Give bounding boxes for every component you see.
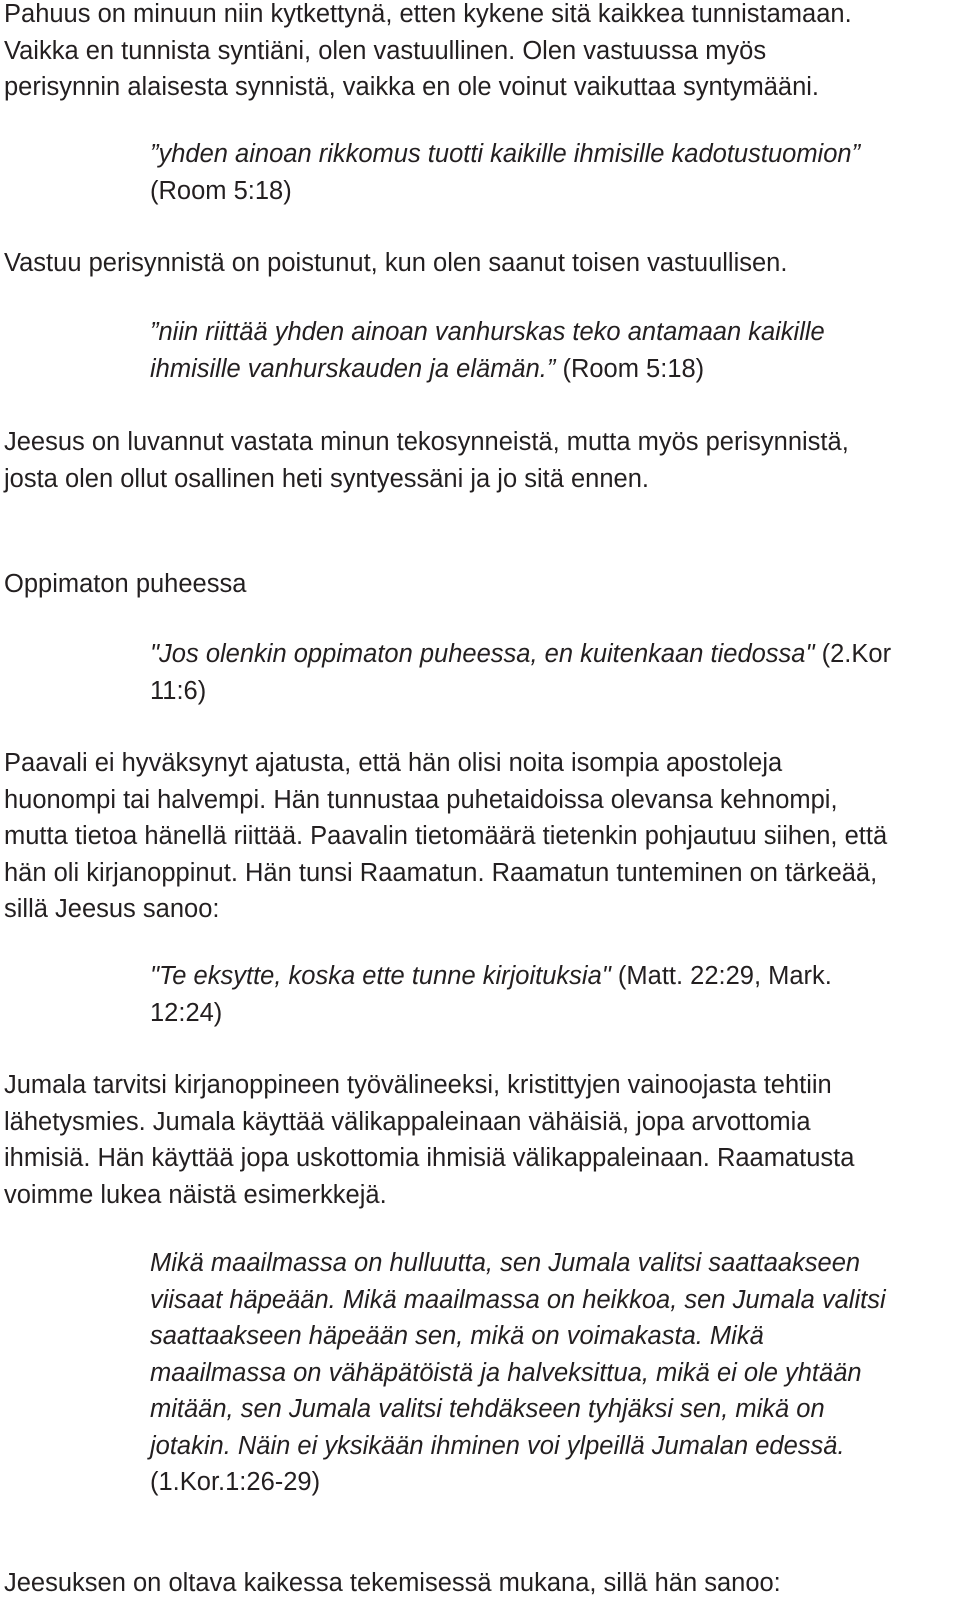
quote-text: "Jos olenkin oppimaton puheessa, en kuitenkaan tiedossa" [150,640,815,668]
text-line: lähetysmies. Jumala käyttää välikappaleinaan vähäisiä, jopa arvottomia [4,1107,811,1136]
quote-reference: (Room 5:18) [150,176,292,205]
quote-corinthians-foolishness [150,1245,886,1501]
text-line: mutta tietoa hänellä riittää. Paavalin tietomäärä tietenkin pohjautuu siihen, että [4,822,888,850]
quote-text: ”niin riittää yhden ainoan vanhurskas teko antamaan kaikille [150,318,825,346]
text-line: Paavali ei hyväksynyt ajatusta, että hän olisi noita isompia apostoleja [4,749,783,777]
text-line: Pahuus on minuun niin kytkettynä, etten kykene sitä kaikkea tunnistamaan. [4,0,852,28]
quote-matthew-scriptures [150,958,832,1031]
text-line: perisynnin alaisesta synnistä, vaikka en ole voinut vaikuttaa syntymääni. [4,73,820,101]
quote-romans-righteousness [150,314,825,387]
quote-reference: 12:24) [150,998,223,1027]
paragraph-jesus-promise [4,424,849,497]
quote-reference: (1.Kor.1:26-29) [150,1468,321,1496]
paragraph-original-sin [4,0,852,106]
text-line: Vastuu perisynnistä on poistunut, kun olen saanut toisen vastuullisen. [4,249,788,277]
text-line: sillä Jeesus sanoo: [4,895,220,923]
text-line: hän oli kirjanoppinut. Hän tunsi Raamatun. Raamatun tunteminen on tärkeää, [4,858,878,887]
paragraph-paul [4,745,887,928]
text-line: voimme lukea näistä esimerkkejä. [4,1180,387,1209]
text-line: josta olen ollut osallinen heti syntyessäni ja jo sitä ennen. [4,464,649,493]
paragraph-god-uses [4,1067,854,1213]
text-line: Jumala tarvitsi kirjanoppineen työvälineeksi, kristittyjen vainoojasta tehtiin [4,1071,832,1099]
quote-text: Mikä maailmassa on hulluutta, sen Jumala valitsi saattaakseen [150,1249,861,1277]
paragraph-jesus-involved [4,1565,781,1602]
section-heading [4,566,246,603]
quote-text: mitään, sen Jumala valitsi tehdäkseen tyhjäksi sen, mikä on [150,1395,825,1423]
text-line: Jeesuksen on oltava kaikessa tekemisessä mukana, sillä hän sanoo: [4,1569,781,1597]
quote-reference: (2.Kor [814,640,892,668]
quote-text: ”yhden ainoan rikkomus tuotti kaikille ihmisille kadotustuomion” [150,140,861,168]
quote-text: jotakin. Näin ei yksikään ihminen voi ylpeillä Jumalan edessä. [150,1431,845,1460]
quote-corinthians-speech [150,636,891,709]
quote-text: ihmisille vanhurskauden ja elämän.” [150,354,556,383]
quote-text: maailmassa on vähäpätöistä ja halveksittua, mikä ei ole yhtään [150,1358,862,1387]
quote-text: viisaat häpeään. Mikä maailmassa on heikkoa, sen Jumala valitsi [150,1285,886,1314]
text-line: huonompi tai halvempi. Hän tunnustaa puhetaidoissa olevansa kehnompi, [4,785,838,814]
heading-text: Oppimaton puheessa [4,570,247,598]
quote-text: "Te eksytte, koska ette tunne kirjoituksia" [150,962,611,990]
quote-romans-condemnation [150,136,860,209]
text-line: Vaikka en tunnista syntiäni, olen vastuullinen. Olen vastuussa myös [4,36,767,65]
quote-reference: 11:6) [150,676,207,705]
quote-reference: (Room 5:18) [555,354,705,383]
text-line: ihmisiä. Hän käyttää jopa uskottomia ihmisiä välikappaleinaan. Raamatusta [4,1144,855,1172]
paragraph-responsibility [4,245,787,282]
quote-text: saattaakseen häpeään sen, mikä on voimakasta. Mikä [150,1322,764,1350]
quote-reference: (Matt. 22:29, Mark. [610,962,832,990]
text-line: Jeesus on luvannut vastata minun tekosynneistä, mutta myös perisynnistä, [4,428,849,456]
